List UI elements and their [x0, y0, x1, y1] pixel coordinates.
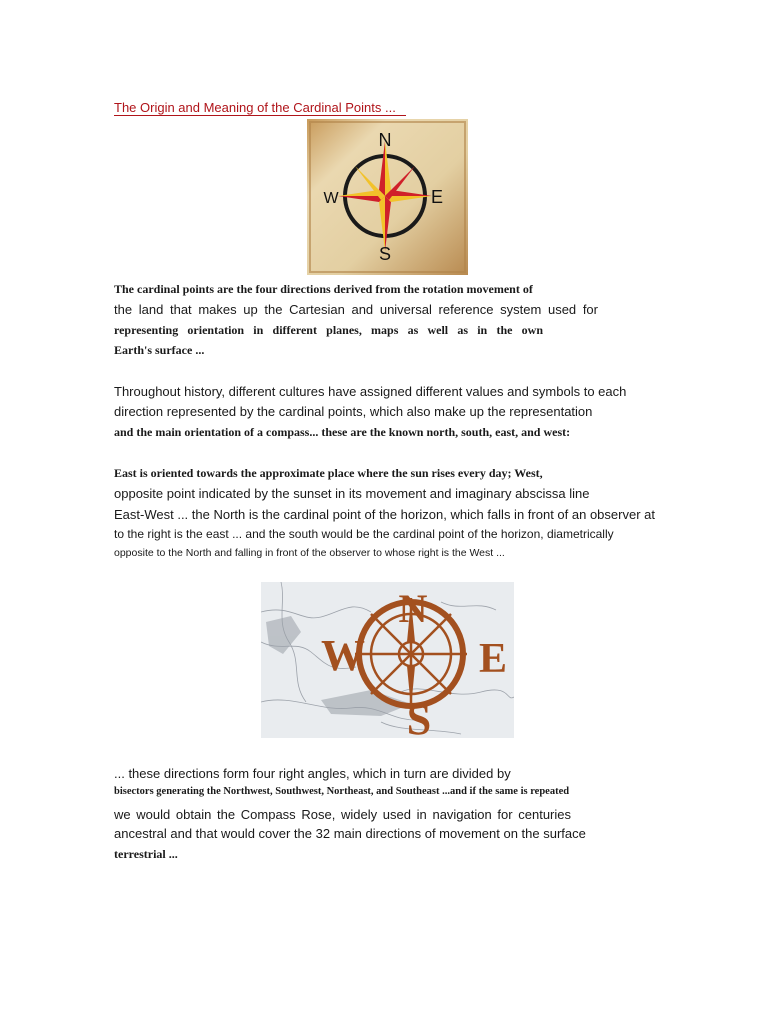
map-letter-s: S	[406, 695, 432, 738]
tile-letter-s: S	[378, 244, 392, 264]
tile-letter-e: E	[430, 187, 444, 207]
compass-map-image	[261, 582, 514, 738]
paragraph4-line3: we would obtain the Compass Rose, widely used in navigation for centuries	[114, 807, 571, 822]
map-letter-n: N	[398, 586, 428, 631]
paragraph3-line3: East-West ... the North is the cardinal point of the horizon, which falls in front of an observer at	[114, 507, 655, 522]
paragraph4-line5: terrestrial ...	[114, 847, 178, 861]
compass-tile-image	[307, 119, 468, 275]
paragraph1-line4: Earth's surface ...	[114, 343, 205, 357]
paragraph3-line2: opposite point indicated by the sunset in its movement and imaginary abscissa line	[114, 486, 590, 501]
tile-letter-n: N	[378, 130, 392, 150]
paragraph3-line4: to the right is the east ... and the south would be the cardinal point of the horizon, diametrically	[114, 527, 614, 541]
map-letter-e: E	[478, 636, 508, 682]
title-link[interactable]: The Origin and Meaning of the Cardinal Points ...	[114, 100, 406, 116]
paragraph3-line5: opposite to the North and falling in front of the observer to whose right is the West ...	[114, 547, 505, 559]
paragraph1-line3: representing orientation in different planes, maps as well as in the own	[114, 323, 543, 337]
paragraph2-line2: direction represented by the cardinal points, which also make up the representation	[114, 404, 593, 419]
paragraph4-line4: ancestral and that would cover the 32 main directions of movement on the surface	[114, 826, 586, 841]
paragraph4-line2: bisectors generating the Northwest, Southwest, Northeast, and Southeast ...and if the same is repeated	[114, 786, 570, 797]
paragraph1-line1: The cardinal points are the four directions derived from the rotation movement of	[114, 282, 533, 296]
paragraph4-line1: ... these directions form four right angles, which in turn are divided by	[114, 766, 511, 781]
paragraph3-line1: East is oriented towards the approximate place where the sun rises every day; West,	[114, 466, 543, 480]
map-letter-w: W	[321, 631, 365, 680]
paragraph2-line3: and the main orientation of a compass... these are the known north, south, east, and west:	[114, 425, 571, 439]
paragraph1-line2: the land that makes up the Cartesian and universal reference system used for	[114, 302, 598, 317]
paragraph2-line1: Throughout history, different cultures have assigned different values and symbols to each	[114, 384, 627, 399]
tile-letter-w: W	[323, 190, 339, 207]
